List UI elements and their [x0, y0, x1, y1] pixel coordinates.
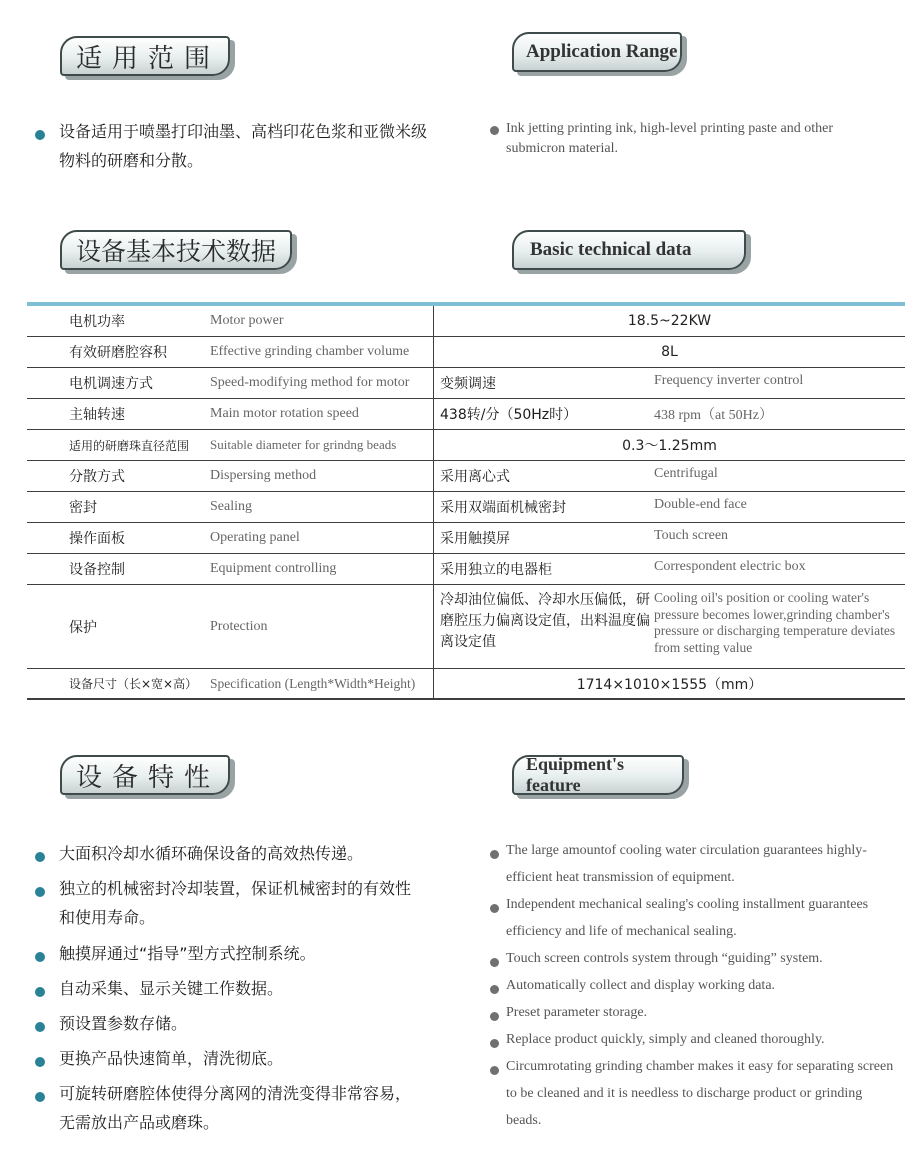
application-range-title-cn — [60, 36, 230, 76]
bullet-dot — [35, 1092, 45, 1102]
spec-value — [434, 492, 905, 522]
feature-bullet-cn — [35, 1016, 415, 1038]
bullet-dot — [35, 952, 45, 962]
feature-text-cn: 预设置参数存储。 — [59, 1014, 188, 1033]
spec-value-en: 438 rpm（at 50Hz） — [654, 408, 773, 423]
spec-label-cn: 有效研磨腔容积 — [69, 345, 167, 361]
spec-row — [27, 523, 905, 554]
spec-label-cn: 主轴转速 — [69, 407, 125, 423]
spec-value-cn: 冷却油位偏低、冷却水压偏低，研磨腔压力偏离设定值，出料温度偏离设定值 — [440, 592, 650, 650]
spec-value — [434, 585, 905, 668]
application-text-cn: 设备适用于喷墨打印油墨、高档印花色浆和亚微米级物料的研磨和分散。 — [59, 122, 428, 170]
spec-value: 18.5~22KW — [627, 313, 712, 329]
spec-label-en: Motor power — [210, 306, 434, 336]
bullet-dot — [35, 130, 45, 140]
spec-label-cn: 保护 — [69, 619, 97, 636]
technical-data-title-en — [512, 230, 746, 270]
spec-value — [434, 399, 905, 429]
spec-value: 8L — [661, 344, 678, 360]
spec-value — [434, 368, 905, 398]
feature-text-en: Touch screen controls system through “guiding” system. — [506, 951, 823, 966]
spec-label-cn: 电机调速方式 — [69, 376, 153, 392]
technical-data-title-en-text: Basic technical data — [530, 239, 692, 260]
spec-label-en: Speed-modifying method for motor — [210, 368, 434, 398]
spec-row — [27, 554, 905, 585]
application-text-en: Ink jetting printing ink, high-level printing paste and other submicron material. — [506, 121, 833, 156]
spec-label-en: Operating panel — [210, 523, 434, 553]
spec-value-cn: 采用触摸屏 — [440, 531, 510, 547]
feature-text-cn: 可旋转研磨腔体使得分离网的清洗变得非常容易，无需放出产品或磨珠。 — [59, 1084, 412, 1132]
bullet-dot — [35, 887, 45, 897]
bullet-dot — [490, 1039, 499, 1048]
feature-bullet-cn — [35, 1051, 415, 1073]
spec-value — [434, 554, 905, 584]
spec-label-cn: 适用的研磨珠直径范围 — [69, 438, 190, 453]
feature-bullet-en — [490, 1005, 900, 1026]
feature-text-cn: 自动采集、显示关键工作数据。 — [59, 979, 284, 998]
spec-label-cn: 操作面板 — [69, 531, 125, 547]
spec-table — [27, 302, 905, 700]
feature-bullet-cn — [35, 946, 415, 968]
feature-bullet-en — [490, 897, 900, 945]
spec-label-en: Protection — [210, 585, 434, 668]
bullet-dot — [490, 904, 499, 913]
feature-text-en: Replace product quickly, simply and cleaned thoroughly. — [506, 1032, 825, 1047]
feature-text-en: Independent mechanical sealing's cooling installment guarantees efficiency and life of mechanical sealing. — [506, 897, 869, 939]
spec-value: 0.3～1.25mm — [622, 438, 717, 454]
application-range-title-en-text: Application Range — [526, 41, 678, 62]
feature-text-en: Circumrotating grinding chamber makes it easy for separating screen to be cleaned and it is needless to discharge product or grinding beads. — [506, 1059, 894, 1128]
spec-value-en: Frequency inverter control — [654, 373, 804, 388]
application-bullet-en — [490, 119, 890, 159]
bullet-dot — [490, 1012, 499, 1021]
feature-bullet-en — [490, 1059, 900, 1134]
feature-text-en: The large amountof cooling water circulation guarantees highly-efficient heat transmission of equipment. — [506, 843, 867, 885]
bullet-dot — [490, 1066, 499, 1075]
spec-row — [27, 368, 905, 399]
bullet-dot — [490, 985, 499, 994]
spec-label-en: Effective grinding chamber volume — [210, 337, 434, 367]
spec-value-cn: 变频调速 — [440, 376, 496, 392]
feature-bullet-cn — [35, 881, 415, 932]
feature-text-en: Preset parameter storage. — [506, 1005, 648, 1020]
spec-label-en: Specification (Length*Width*Height) — [210, 669, 434, 698]
application-range-title-en — [512, 32, 682, 72]
spec-value-en: Cooling oil's position or cooling water's pressure becomes lower,grinding chamber's pressure or discharging temperature deviates from setting value — [654, 590, 896, 655]
spec-value-en: Touch screen — [654, 528, 729, 543]
spec-value — [434, 461, 905, 491]
spec-label-en: Sealing — [210, 492, 434, 522]
technical-data-title-cn — [60, 230, 292, 270]
feature-text-cn: 大面积冷却水循环确保设备的高效热传递。 — [59, 844, 364, 863]
spec-label-cn: 分散方式 — [69, 469, 125, 485]
feature-bullet-en — [490, 951, 900, 972]
spec-value-cn: 采用独立的电器柜 — [440, 562, 552, 578]
spec-value-cn: 438转/分（50Hz时） — [440, 407, 578, 423]
spec-label-en: Main motor rotation speed — [210, 399, 434, 429]
spec-row — [27, 461, 905, 492]
spec-label-cn: 设备控制 — [69, 562, 125, 578]
application-range-title-cn-text: 适用范围 — [76, 43, 221, 74]
spec-label-en: Suitable diameter for grindng beads — [210, 430, 434, 460]
feature-title-en-text: Equipment's feature — [526, 754, 625, 795]
spec-label-cn: 密封 — [69, 500, 97, 516]
spec-row — [27, 430, 905, 461]
feature-bullet-en — [490, 843, 900, 891]
spec-value — [434, 523, 905, 553]
spec-row — [27, 669, 905, 700]
application-bullet-cn — [35, 124, 435, 175]
feature-title-cn-text: 设备特性 — [76, 762, 221, 793]
spec-label-en: Equipment controlling — [210, 554, 434, 584]
spec-value-en: Correspondent electric box — [654, 559, 806, 574]
bullet-dot — [35, 1057, 45, 1067]
spec-value-en: Double-end face — [654, 497, 747, 512]
feature-bullet-cn — [35, 981, 415, 1003]
bullet-dot — [35, 852, 45, 862]
feature-text-cn: 触摸屏通过“指导”型方式控制系统。 — [59, 944, 316, 963]
spec-row — [27, 306, 905, 337]
feature-bullet-cn — [35, 1086, 415, 1137]
bullet-dot — [490, 850, 499, 859]
spec-value-cn: 采用离心式 — [440, 469, 510, 485]
feature-text-en: Automatically collect and display working data. — [506, 978, 776, 993]
feature-title-cn — [60, 755, 230, 795]
feature-text-cn: 独立的机械密封冷却装置，保证机械密封的有效性和使用寿命。 — [59, 879, 412, 927]
spec-row — [27, 399, 905, 430]
feature-bullet-en — [490, 1032, 900, 1053]
bullet-dot — [35, 1022, 45, 1032]
spec-label-cn: 设备尺寸（长×宽×高） — [69, 677, 198, 691]
spec-row — [27, 492, 905, 523]
spec-value-en: Centrifugal — [654, 466, 718, 481]
spec-label-en: Dispersing method — [210, 461, 434, 491]
spec-row — [27, 337, 905, 368]
spec-value-cn: 采用双端面机械密封 — [440, 500, 566, 516]
spec-label-cn: 电机功率 — [69, 314, 125, 330]
technical-data-title-cn-text: 设备基本技术数据 — [76, 237, 277, 266]
spec-row — [27, 585, 905, 669]
bullet-dot — [490, 958, 499, 967]
bullet-dot — [35, 987, 45, 997]
feature-bullet-en — [490, 978, 900, 999]
spec-value: 1714×1010×1555（mm） — [576, 676, 763, 693]
feature-title-en — [512, 755, 684, 795]
feature-bullet-cn — [35, 846, 415, 868]
feature-text-cn: 更换产品快速简单，清洗彻底。 — [59, 1049, 284, 1068]
bullet-dot — [490, 126, 499, 135]
